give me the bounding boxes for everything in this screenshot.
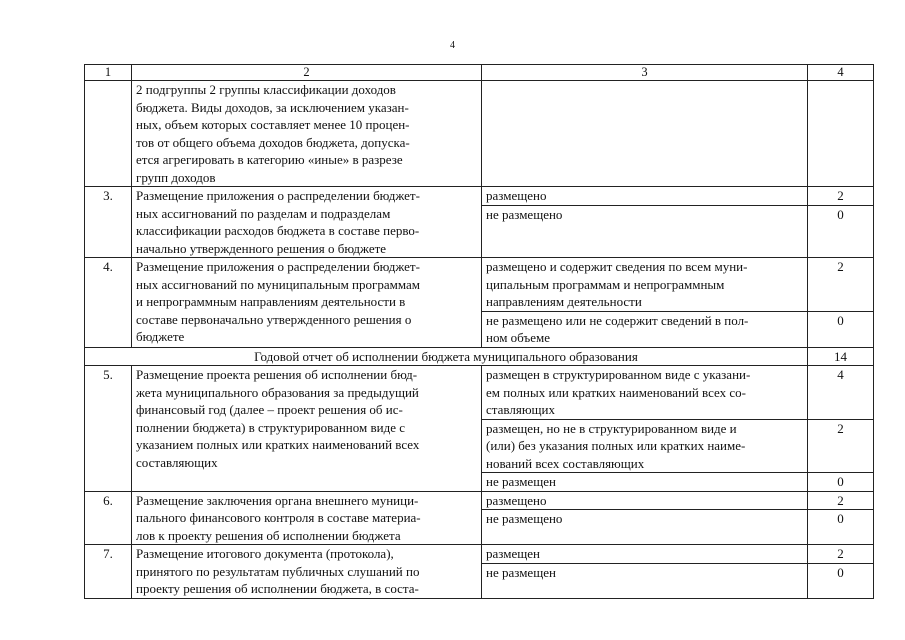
table-row (85, 81, 874, 187)
criterion-text: Размещение проекта решения об исполнении бюд- жета муниципального образования за предыдущий финансовый год (далее – проект решения об ис- полнении бюджета) в структурированном виде с указанием полных или кратких наименований всех составляющих (132, 366, 482, 492)
criterion-text: Размещение приложения о распределении бюджет- ных ассигнований по разделам и подразделам классификации расходов бюджета в составе перво- начально утвержденного решения о бюджете (132, 187, 482, 258)
option-label: не размещен (482, 473, 808, 492)
continuation-text: 2 подгруппы 2 группы классификации доходов бюджета. Виды доходов, за исключением указан- ных, объем которых составляет менее 10 процен- тов от общего объема доходов бюджета, допуска- ется агрегировать в категорию «иные» в разрезе групп доходов (132, 81, 482, 187)
option-label: размещено (482, 187, 808, 206)
option-score: 0 (808, 563, 874, 598)
criteria-table (84, 64, 874, 599)
table-row (85, 545, 874, 564)
column-header-1: 1 (85, 65, 132, 81)
row-number-cell (85, 81, 132, 187)
section-title: Годовой отчет об исполнении бюджета муниципального образования (85, 347, 808, 366)
option-score: 0 (808, 206, 874, 258)
row-number: 3. (85, 187, 132, 258)
option-label: не размещено или не содержит сведений в пол- ном объеме (482, 311, 808, 347)
row-number: 5. (85, 366, 132, 492)
column-header-4: 4 (808, 65, 874, 81)
option-label: размещено (482, 491, 808, 510)
option-score: 2 (808, 491, 874, 510)
option-label: не размещено (482, 206, 808, 258)
option-score: 2 (808, 187, 874, 206)
options-cell (482, 81, 808, 187)
option-label: размещен в структурированном виде с указани- ем полных или кратких наименований всех со- ставляющих (482, 366, 808, 420)
table-row (85, 258, 874, 312)
criterion-text: Размещение приложения о распределении бюджет- ных ассигнований по муниципальным программам и непрограммным направлениям деятельности в составе первоначально утвержденного решения о бюджете (132, 258, 482, 348)
option-score: 0 (808, 311, 874, 347)
table-header-row (85, 65, 874, 81)
row-number: 7. (85, 545, 132, 599)
row-number: 6. (85, 491, 132, 545)
option-score: 0 (808, 473, 874, 492)
option-score: 2 (808, 419, 874, 473)
option-label: размещен, но не в структурированном виде и (или) без указания полных или кратких наиме- нований всех составляющих (482, 419, 808, 473)
table-row (85, 366, 874, 420)
table-row (85, 187, 874, 206)
option-label: размещено и содержит сведения по всем муни- ципальным программам и непрограммным направлениям деятельности (482, 258, 808, 312)
criterion-text: Размещение итогового документа (протокола), принятого по результатам публичных слушаний по проекту решения об исполнении бюджета, в соста- (132, 545, 482, 599)
option-score: 2 (808, 258, 874, 312)
row-number: 4. (85, 258, 132, 348)
table-row (85, 491, 874, 510)
score-cell (808, 81, 874, 187)
option-score: 4 (808, 366, 874, 420)
column-header-2: 2 (132, 65, 482, 81)
option-score: 0 (808, 510, 874, 545)
option-label: не размещено (482, 510, 808, 545)
section-row (85, 347, 874, 366)
section-score: 14 (808, 347, 874, 366)
option-label: размещен (482, 545, 808, 564)
option-score: 2 (808, 545, 874, 564)
criterion-text: Размещение заключения органа внешнего муници- пального финансового контроля в составе материа- лов к проекту решения об исполнении бюджета (132, 491, 482, 545)
option-label: не размещен (482, 563, 808, 598)
column-header-3: 3 (482, 65, 808, 81)
page-number: 4 (450, 40, 455, 51)
